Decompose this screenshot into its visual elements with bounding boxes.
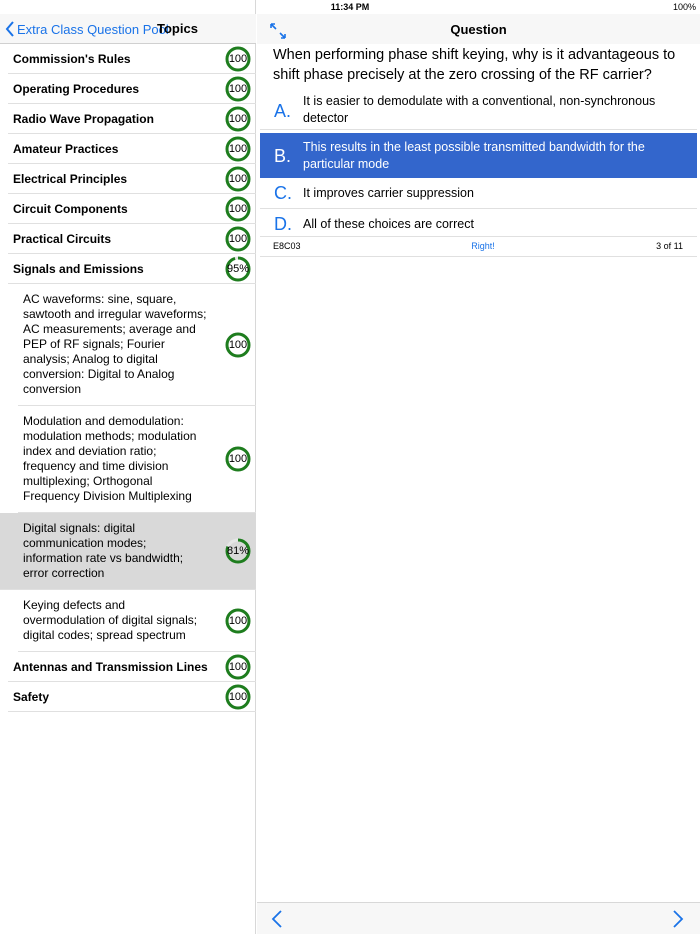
- topic-label: Radio Wave Propagation: [13, 112, 154, 126]
- score-label: 100: [228, 232, 248, 245]
- topics-pane: [0, 0, 256, 934]
- choice-letter: A.: [274, 101, 292, 121]
- score-gauge: [225, 608, 251, 634]
- score-gauge: [225, 256, 251, 282]
- choice-text: This results in the least possible transmitted bandwidth for the particular mode: [303, 140, 645, 171]
- subtopic-label: Keying defects and overmodulation of digital signals; digital codes; spread spectrum: [23, 598, 198, 642]
- topic-label: Circuit Components: [13, 202, 128, 216]
- previous-icon[interactable]: [271, 910, 283, 928]
- score-label: 100: [228, 338, 248, 351]
- topic-row[interactable]: [8, 44, 256, 74]
- score-gauge: [225, 76, 251, 102]
- score-label: 100: [228, 172, 248, 185]
- score-gauge: [225, 332, 251, 358]
- score-gauge: [225, 446, 251, 472]
- subtopic-row[interactable]: [18, 284, 256, 406]
- topics-navbar: [0, 14, 256, 44]
- topic-row[interactable]: [8, 164, 256, 194]
- choice-letter: D.: [274, 214, 292, 234]
- back-button-label: Extra Class Question Pool: [17, 21, 169, 37]
- score-label: 100: [228, 453, 248, 465]
- score-gauge: [225, 226, 251, 252]
- score-label: 100: [228, 112, 248, 125]
- choice-d[interactable]: [260, 209, 697, 237]
- choice-text: All of these choices are correct: [303, 217, 474, 231]
- chevron-left-icon: [5, 21, 15, 37]
- score-label: 100: [228, 202, 248, 215]
- subtopic-row[interactable]: [18, 406, 256, 513]
- topic-label: Practical Circuits: [13, 232, 112, 246]
- subtopic-label: AC waveforms: sine, square, sawtooth and irregular waveforms; AC measurements; average and PEP of RF signals; Fourier analysis; Analog to digital conversion: Digital to Analog conversion: [23, 292, 207, 396]
- topic-label: Safety: [13, 690, 50, 704]
- score-label: 100: [228, 82, 248, 95]
- question-id: E8C03: [273, 241, 301, 251]
- question-navbar: [257, 14, 700, 44]
- topic-label: Electrical Principles: [13, 172, 128, 186]
- topic-label: Amateur Practices: [13, 142, 119, 156]
- topic-row[interactable]: [8, 224, 256, 254]
- topic-row[interactable]: [8, 652, 256, 682]
- subtopic-row[interactable]: [18, 590, 256, 652]
- score-gauge: [225, 106, 251, 132]
- score-gauge: [225, 654, 251, 680]
- topic-row[interactable]: [8, 254, 256, 284]
- divider: [260, 256, 697, 257]
- score-gauge: [225, 684, 251, 710]
- status-time: 11:34 PM: [330, 2, 370, 12]
- score-label: 100: [228, 614, 248, 627]
- topic-row[interactable]: [8, 194, 256, 224]
- score-gauge: [225, 538, 251, 564]
- battery-label: 100%: [672, 2, 696, 12]
- choice-text: It is easier to demodulate with a conventional, non-synchronous detector: [303, 94, 656, 125]
- question-title: Question: [450, 22, 507, 37]
- score-gauge: [225, 196, 251, 222]
- choice-text: It improves carrier suppression: [303, 186, 474, 200]
- subtopic-row-selected[interactable]: [0, 513, 256, 590]
- score-label: 100: [228, 52, 248, 65]
- topic-label: Signals and Emissions: [13, 262, 144, 276]
- score-gauge: [225, 166, 251, 192]
- score-label: 95%: [226, 262, 250, 275]
- score-label: 100: [228, 690, 248, 703]
- question-pane: [257, 0, 700, 934]
- topic-label: Antennas and Transmission Lines: [13, 660, 208, 674]
- topic-list: [0, 44, 256, 712]
- question-text: When performing phase shift keying, why is it advantageous to shift phase precisely at the zero crossing of the RF carrier?: [273, 47, 676, 83]
- topic-row[interactable]: [8, 104, 256, 134]
- bottom-toolbar: [257, 902, 700, 934]
- score-gauge: [225, 46, 251, 72]
- choice-c[interactable]: [260, 178, 697, 209]
- choice-letter: C.: [274, 183, 292, 203]
- score-label: 81%: [226, 545, 250, 557]
- next-icon[interactable]: [672, 910, 684, 928]
- topics-title: Topics: [157, 21, 198, 36]
- score-label: 100: [228, 660, 248, 673]
- topic-label: Commission's Rules: [13, 52, 131, 66]
- back-button[interactable]: [5, 21, 169, 37]
- topic-row[interactable]: [8, 682, 256, 712]
- choice-a[interactable]: [260, 88, 697, 130]
- topic-row[interactable]: [8, 74, 256, 104]
- choice-letter: B.: [274, 146, 292, 166]
- choice-b-selected[interactable]: [260, 133, 697, 178]
- topic-label: Operating Procedures: [13, 82, 140, 96]
- score-gauge: [225, 136, 251, 162]
- score-label: 100: [228, 142, 248, 155]
- subtopic-label: Digital signals: digital communication modes; information rate vs bandwidth; error correction: [23, 521, 184, 580]
- answer-result: Right!: [471, 241, 495, 251]
- question-position: 3 of 11: [656, 241, 683, 251]
- subtopic-label: Modulation and demodulation: modulation methods; modulation index and deviation ratio; frequency and time division multiplexing; Orthogonal Frequency Division Multiplexing: [23, 414, 197, 503]
- topic-row[interactable]: [8, 134, 256, 164]
